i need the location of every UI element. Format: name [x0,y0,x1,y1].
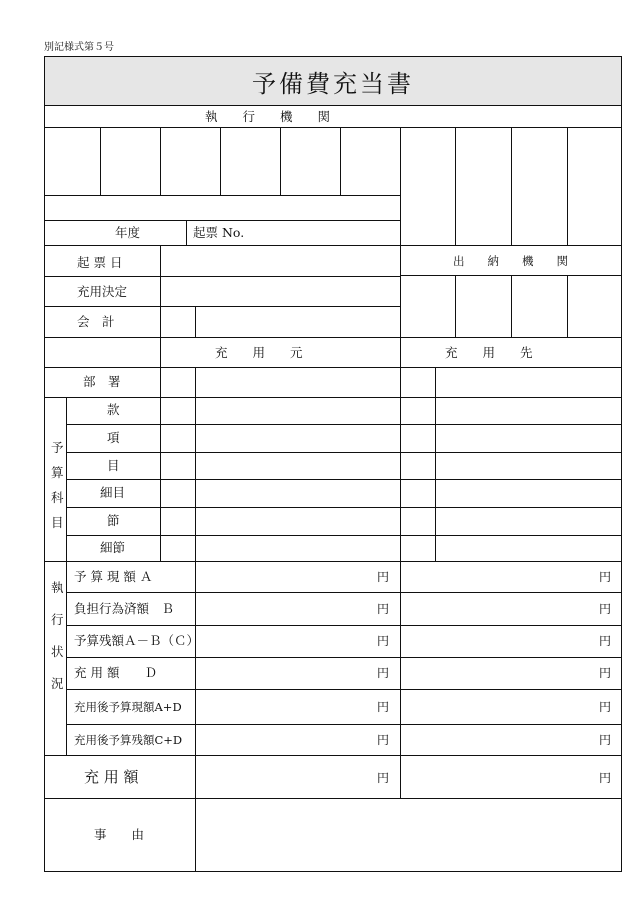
yen-unit: 円 [377,602,390,616]
yen-unit: 円 [377,771,390,785]
yen-unit: 円 [599,771,612,785]
executing-agency-header: 執 行 機 関 [205,109,331,124]
yen-unit: 円 [599,666,612,680]
execution-row-label: 充用後予算残額C+D [74,733,183,747]
execution-row-label: 充 用 額 Ｄ [74,665,157,680]
saimoku-label: 細目 [100,485,126,500]
saisetsu-label: 細節 [100,540,126,555]
yen-unit: 円 [599,634,612,648]
form-number: 別記様式第５号 [44,42,114,53]
yen-unit: 円 [377,570,390,584]
moku-label: 目 [107,458,120,473]
page-title: 予備費充当書 [252,69,414,98]
yen-unit: 円 [377,700,390,714]
budget-item-vertical-label: 予 算 科 目 [51,440,64,530]
yen-unit: 円 [377,634,390,648]
total-label: 充 用 額 [84,768,139,786]
yen-unit: 円 [599,733,612,747]
kan-label: 款 [107,402,120,417]
source-column-header: 充 用 元 [215,345,303,360]
accounting-label: 会 計 [77,314,115,329]
yen-unit: 円 [599,700,612,714]
kou-label: 項 [107,430,120,445]
form-frame [44,56,622,872]
execution-row-label: 予 算 現 額 Ａ [74,569,153,584]
setsu-label: 節 [107,513,120,528]
execution-row-label: 負担行為済額 Ｂ [74,601,175,616]
yen-unit: 円 [377,666,390,680]
execution-row-label: 充用後予算現額A+D [74,700,182,714]
execution-row-label: 予算残額Ａ－Ｂ（Ｃ） [74,633,200,648]
voucher-date-label: 起 票 日 [77,255,123,270]
decision-label: 充用決定 [77,284,128,299]
voucher-number-label: 起票 No. [193,225,245,240]
yen-unit: 円 [599,602,612,616]
execution-status-vertical-label: 執 行 状 況 [51,580,64,691]
yen-unit: 円 [599,570,612,584]
destination-column-header: 充 用 先 [445,345,533,360]
reason-label: 事 由 [94,827,145,842]
yen-unit: 円 [377,733,390,747]
fiscal-year-label: 年度 [115,225,141,240]
department-label: 部 署 [83,374,121,389]
treasury-agency-header: 出 納 機 関 [453,254,568,268]
